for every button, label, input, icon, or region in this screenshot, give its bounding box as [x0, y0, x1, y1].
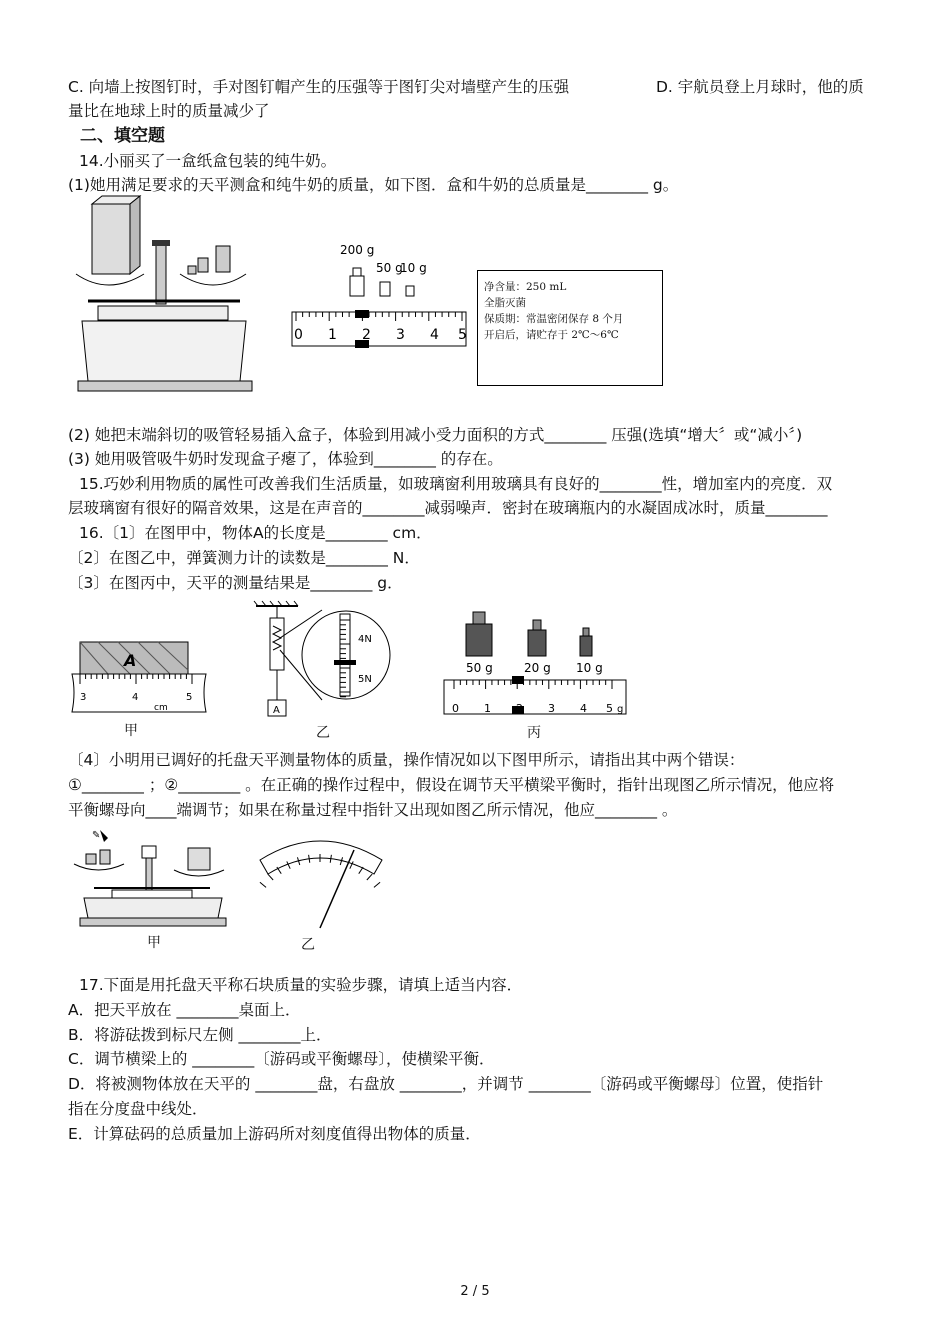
q17-step-c: C．调节横梁上的 ________〔游码或平衡螺母〕，使横梁平衡．	[68, 1050, 495, 1068]
svg-text:✎: ✎	[92, 830, 101, 841]
q14-stem: 14.小丽买了一盒纸盒包装的纯牛奶。	[79, 152, 337, 170]
svg-text:A: A	[273, 705, 280, 716]
svg-text:1: 1	[484, 702, 491, 715]
svg-text:3: 3	[548, 702, 555, 715]
svg-text:1: 1	[328, 327, 337, 343]
q17-step-d-cont: 指在分度盘中线处．	[68, 1100, 208, 1118]
label-line: 全脂灭菌	[484, 297, 526, 309]
svg-text:20 g: 20 g	[524, 661, 551, 675]
q17-step-e: E．计算砝码的总质量加上游码所对刻度值得出物体的质量．	[68, 1125, 481, 1143]
svg-text:3: 3	[80, 692, 87, 703]
q17-step-b: B．将游砝拨到标尺左侧 ________上．	[68, 1026, 332, 1044]
svg-text:5: 5	[458, 327, 467, 343]
balance-scale-figure	[442, 604, 628, 719]
q14-part2: (2) 她把末端斜切的吸管轻易插入盒子，体验到用减小受力面积的方式________ 压强(选填“增大〞或“减小〞)	[68, 426, 803, 444]
weight-10g	[406, 286, 414, 296]
svg-text:2: 2	[362, 327, 371, 343]
weight-label-50g: 50 g	[376, 261, 403, 275]
option-d-cont: 量比在地球上时的质量减少了	[68, 102, 270, 120]
svg-text:0: 0	[294, 327, 303, 343]
weight-label-200g: 200 g	[340, 243, 375, 257]
spring-pointer	[334, 660, 356, 665]
svg-text:4: 4	[132, 692, 139, 703]
tick	[367, 874, 372, 880]
svg-text:4: 4	[580, 702, 587, 715]
label-line: 保质期：常温密闭保存 8 个月	[484, 313, 624, 325]
tick	[374, 882, 380, 887]
balance-operation-figure	[72, 826, 232, 930]
option-c: C. 向墙上按图钉时，手对图钉帽产生的压强等于图钉尖对墙壁产生的压强	[68, 78, 570, 96]
q16-part1: 16.〔1〕在图甲中，物体A的长度是________ cm．	[79, 524, 432, 542]
svg-text:4N: 4N	[358, 634, 372, 645]
svg-text:3: 3	[396, 327, 405, 343]
q17-step-d: D．将被测物体放在天平的 ________盘，右盘放 ________，并调节 ________〔游码或平衡螺母〕位置，使指针	[68, 1075, 824, 1093]
option-d: D. 宇航员登上月球时，他的质	[656, 78, 864, 96]
weights-scale-figure	[292, 240, 472, 355]
caption-yi: 乙	[316, 725, 330, 741]
svg-text:5: 5	[186, 692, 193, 703]
svg-text:10 g: 10 g	[576, 661, 603, 675]
section-title: 二、填空题	[80, 126, 165, 146]
q15-line1: 15.巧妙利用物质的属性可改善我们生活质量，如玻璃窗利用玻璃具有良好的________性，增加室内的亮度．双	[79, 475, 833, 493]
q15-line2: 层玻璃窗有很好的隔音效果，这是在声音的________减弱噪声．密封在玻璃瓶内的水凝固成冰时，质量________	[68, 499, 828, 517]
rider	[355, 310, 369, 318]
svg-text:5: 5	[606, 702, 613, 715]
tick	[268, 874, 273, 880]
svg-text:0: 0	[452, 702, 459, 715]
q16-part4: 〔4〕小明用已调好的托盘天平测量物体的质量，操作情况如以下图甲所示，请指出其中两个错误：	[68, 751, 745, 769]
balance-figure	[68, 196, 268, 396]
spring-scale-figure	[252, 600, 392, 720]
svg-text:50 g: 50 g	[466, 661, 493, 675]
weight-200g	[350, 276, 364, 296]
svg-text:5N: 5N	[358, 674, 372, 685]
milk-label-box	[477, 270, 663, 386]
caption-jia: 甲	[124, 723, 138, 739]
label-line: 开启后，请贮存于 2℃～6℃	[484, 329, 619, 341]
weight-label-10g: 10 g	[400, 261, 427, 275]
page-number: 2 / 5	[460, 1284, 490, 1299]
q16-part4-line2: ①________ ；②________ 。在正确的操作过程中，假设在调节天平横梁平衡时，指针出现图乙所示情况，他应将	[68, 776, 835, 794]
svg-text:2: 2	[516, 702, 523, 715]
weight-50g	[380, 282, 390, 296]
pointer-dial-figure	[256, 832, 386, 932]
svg-text:g: g	[617, 704, 624, 715]
q14-part3: (3) 她用吸管吸牛奶时发现盒子瘪了，体验到________ 的存在。	[68, 450, 503, 468]
q17-stem: 17.下面是用托盘天平称石块质量的实验步骤，请填上适当内容．	[79, 976, 523, 994]
tick	[359, 867, 363, 874]
caption-bing: 丙	[527, 725, 541, 741]
pointer	[320, 850, 354, 928]
q16-part4-line3: 平衡螺母向____端调节；如果在称量过程中指针又出现如图乙所示情况，他应________ 。	[68, 801, 678, 819]
svg-text:4: 4	[430, 327, 439, 343]
q16-part2: 〔2〕在图乙中，弹簧测力计的读数是________ N．	[68, 549, 420, 567]
svg-text:cm: cm	[154, 703, 168, 713]
q17-step-a: A．把天平放在 ________桌面上．	[68, 1001, 301, 1019]
q16-part3: 〔3〕在图丙中，天平的测量结果是________ g．	[68, 574, 403, 592]
caption-yi-4: 乙	[301, 937, 315, 953]
label-line: 净含量：250 mL	[484, 281, 567, 293]
ruler-figure	[68, 640, 210, 720]
q14-part1: (1)她用满足要求的天平测盒和纯牛奶的质量，如下图．盒和牛奶的总质量是________ g。	[68, 176, 679, 194]
object-a-label: A	[124, 651, 137, 670]
rider	[512, 676, 524, 684]
caption-jia-4: 甲	[147, 935, 161, 951]
tick	[260, 882, 266, 887]
